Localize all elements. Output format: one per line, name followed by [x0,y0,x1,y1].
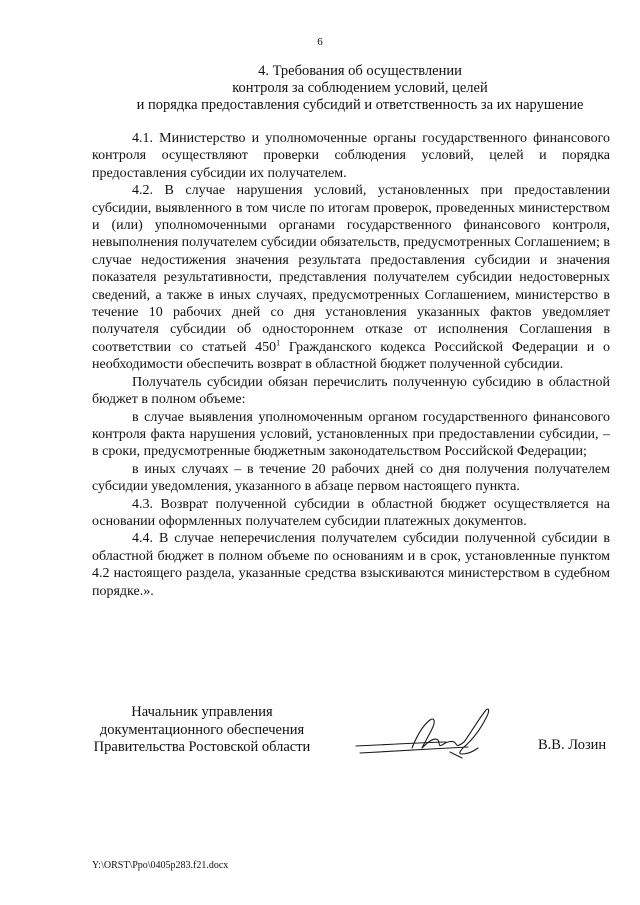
paragraph-case-1: в случае выявления уполномоченным органом государственного финансового контроля факта нарушения условий, установленных при предоставлении субсидии, – в сроки, предусмотренные бюджетным законодательством Российской Федерации; [92,409,610,460]
paragraph-4-1: 4.1. Министерство и уполномоченные органы государственного финансового контроля осуществляют проверки соблюдения условий, целей и порядка предоставления субсидии их получателем. [92,131,610,181]
paragraph-4-2-text: 4.2. В случае нарушения условий, установленных при предоставлении субсидии, выявленного в том числе по итогам проверок, проведенных министерством и (или) уполномоченными органами государственного финансового контроля, невыполнения получателем субсидии обязательств, предусмотренных Соглашением; в случае недостижения значения результата предоставления субсидии и значения показателя результативности, представления получателем субсидии недостоверных сведений, а также в иных случаях, предусмотренных Соглашением, министерство в течение 10 рабочих дней со дня установления указанных фактов уведомляет получателя субсидии об одностороннем отказе от исполнения Соглашения в соответствии со статьей 450 [92,183,610,355]
position-line-2: документационного обеспечения [99,721,305,738]
document-body [92,130,610,600]
paragraph-4-2 [92,182,610,373]
paragraph-obligation: Получатель субсидии обязан перечислить полученную субсидию в областной бюджет в полном объеме: [92,374,610,408]
signature-block [0,704,640,774]
paragraph-4-2-text-end: Гражданского кодекса Российской Федерации и о необходимости обеспечить возврат в областной бюджет полученной субсидии. [92,339,610,373]
paragraph-4-3: 4.3. Возврат полученной субсидии в областной бюджет осуществляется на основании оформленных получателем субсидии платежных документов. [92,496,610,529]
paragraph-4-4: 4.4. В случае неперечисления получателем субсидии полученной субсидии в областной бюджет в полном объеме по основаниям и в срок, установленные пунктом 4.2 настоящего раздела, указанные средства взыскиваются министерством в судебном порядке.». [92,531,610,599]
position-line-3: Правительства Ростовской области [93,739,311,755]
file-path-footer: Y:\ORST\Ppo\0405p283.f21.docx [92,860,229,871]
signer-position [92,704,312,757]
position-line-1: Начальник управления [131,704,273,720]
paragraph-case-2: в иных случаях – в течение 20 рабочих дней со дня получения получателем субсидии уведомления, указанного в абзаце первом настоящего пункта. [92,461,610,495]
heading-line-1: 4. Требования об осуществлении [258,63,462,79]
signer-name: В.В. Лозин [538,737,607,753]
heading-line-3: и порядка предоставления субсидий и ответственность за их нарушение [136,97,584,113]
handwritten-signature [350,704,500,764]
section-heading [80,63,640,114]
article-superscript: 1 [276,338,281,348]
heading-line-2: контроля за соблюдением условий, целей [232,80,488,96]
page-number: 6 [317,36,323,48]
